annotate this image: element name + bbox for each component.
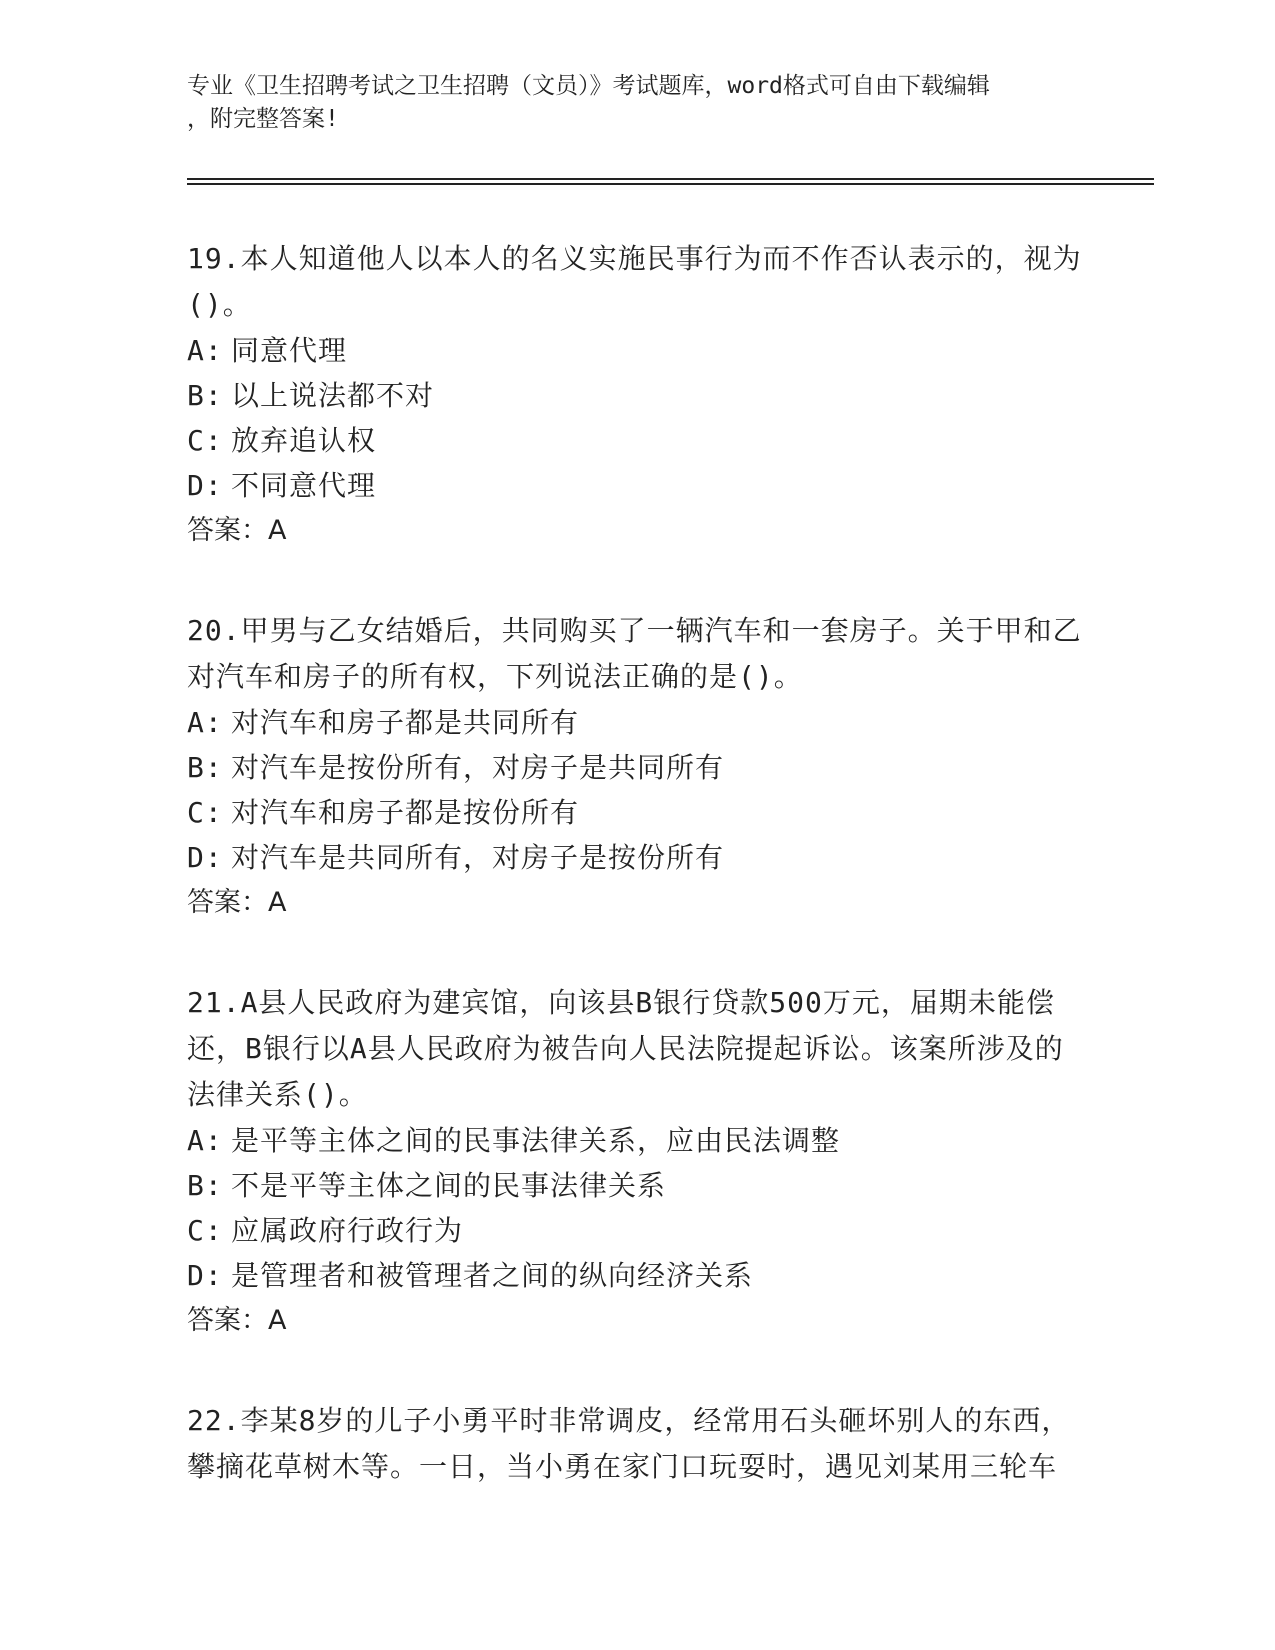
option-letter: B:: [187, 379, 223, 412]
stem-line: 20.甲男与乙女结婚后，共同购买了一辆汽车和一套房子。关于甲和乙: [187, 614, 1082, 647]
option-a: [187, 328, 1087, 373]
option-letter: B:: [187, 751, 223, 784]
question-21: [187, 980, 1087, 1344]
option-d: [187, 1253, 1087, 1298]
option-letter: C:: [187, 424, 223, 457]
question-stem: [187, 608, 1087, 700]
stem-line: 对汽车和房子的所有权，下列说法正确的是()。: [187, 660, 803, 693]
option-text: 应属政府行政行为: [231, 1214, 464, 1247]
option-text: 不同意代理: [231, 469, 377, 502]
header-rule-top: [187, 178, 1154, 180]
stem-line: 21.A县人民政府为建宾馆，向该县B银行贷款500万元，届期未能偿: [187, 986, 1055, 1019]
question-stem: [187, 1398, 1087, 1490]
stem-line: 还，B银行以A县人民政府为被告向人民法院提起诉讼。该案所涉及的: [187, 1032, 1064, 1065]
answer-line: 答案：A: [187, 1305, 287, 1336]
option-text: 对汽车和房子都是按份所有: [231, 796, 580, 829]
option-b: [187, 373, 1087, 418]
answer-line: 答案：A: [187, 887, 287, 918]
question-list: [187, 236, 1087, 1544]
option-text: 对汽车是共同所有，对房子是按份所有: [231, 841, 725, 874]
option-b: [187, 1163, 1087, 1208]
stem-line: 22.李某8岁的儿子小勇平时非常调皮，经常用石头砸坏别人的东西，: [187, 1404, 1071, 1437]
header-line-1: 专业《卫生招聘考试之卫生招聘（文员）》考试题库，word格式可自由下载编辑: [187, 73, 990, 99]
option-text: 对汽车是按份所有，对房子是共同所有: [231, 751, 725, 784]
stem-line: ()。: [187, 288, 252, 321]
question-stem: [187, 236, 1087, 328]
option-letter: A:: [187, 1124, 223, 1157]
header-rule-bottom: [187, 183, 1154, 185]
option-text: 以上说法都不对: [231, 379, 435, 412]
option-letter: C:: [187, 796, 223, 829]
stem-line: 法律关系()。: [187, 1078, 368, 1111]
option-a: [187, 700, 1087, 745]
option-d: [187, 463, 1087, 508]
question-stem: [187, 980, 1087, 1118]
option-text: 是平等主体之间的民事法律关系，应由民法调整: [231, 1124, 841, 1157]
document-header: [187, 70, 1087, 136]
option-text: 同意代理: [231, 334, 348, 367]
question-19: [187, 236, 1087, 554]
answer-line: 答案：A: [187, 515, 287, 546]
option-letter: A:: [187, 334, 223, 367]
option-letter: D:: [187, 469, 223, 502]
header-line-2: ，附完整答案!: [187, 106, 339, 132]
option-letter: D:: [187, 841, 223, 874]
stem-line: 攀摘花草树木等。一日，当小勇在家门口玩耍时，遇见刘某用三轮车: [187, 1450, 1058, 1483]
option-a: [187, 1118, 1087, 1163]
option-text: 不是平等主体之间的民事法律关系: [231, 1169, 667, 1202]
option-d: [187, 835, 1087, 880]
option-letter: A:: [187, 706, 223, 739]
option-letter: C:: [187, 1214, 223, 1247]
option-c: [187, 1208, 1087, 1253]
question-22: [187, 1398, 1087, 1490]
option-c: [187, 418, 1087, 463]
option-c: [187, 790, 1087, 835]
option-letter: D:: [187, 1259, 223, 1292]
stem-line: 19.本人知道他人以本人的名义实施民事行为而不作否认表示的，视为: [187, 242, 1082, 275]
option-letter: B:: [187, 1169, 223, 1202]
option-text: 放弃追认权: [231, 424, 377, 457]
option-text: 对汽车和房子都是共同所有: [231, 706, 580, 739]
option-text: 是管理者和被管理者之间的纵向经济关系: [231, 1259, 754, 1292]
option-b: [187, 745, 1087, 790]
question-20: [187, 608, 1087, 926]
